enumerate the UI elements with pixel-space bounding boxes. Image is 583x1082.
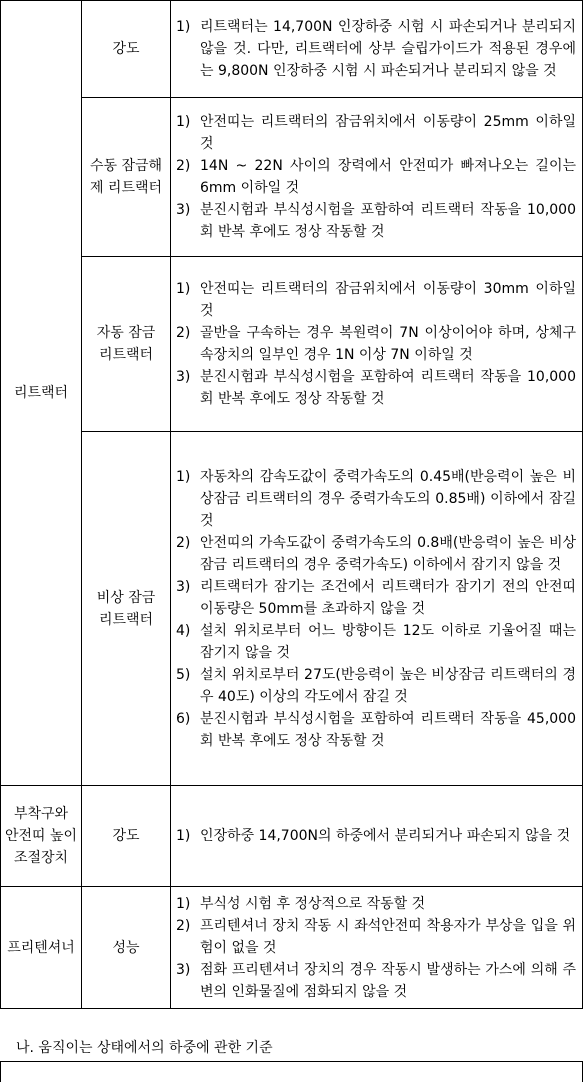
item-text: 안전띠의 가속도값이 중력가속도의 0.8배(반응력이 높은 비상잠금 리트랙터의 경우 중력가속도) 이하에서 잠기지 않을 것: [200, 534, 576, 573]
item-number: 4): [176, 622, 191, 639]
requirement-item: [176, 576, 576, 620]
requirement-item: [176, 915, 576, 959]
item-number: 1): [176, 19, 191, 35]
table-row: [1, 1, 583, 98]
requirement-item: [176, 664, 576, 708]
item-number: 1): [176, 281, 191, 297]
subcategory-strength: 강도: [82, 1, 171, 98]
item-text: 자동차의 감속도값이 중력가속도의 0.45배(반응력이 높은 비상잠금 리트랙터의 경우 중력가속도의 0.85배) 이하에서 잠길 것: [200, 468, 576, 529]
item-text: 점화 프리텐셔너 장치의 경우 작동시 발생하는 가스에 의해 주변의 인화물질에 점화되지 않을 것: [200, 961, 576, 1000]
item-number: 1): [176, 895, 191, 912]
item-text: 리트랙터가 잠기는 조건에서 리트랙터가 잠기기 전의 안전띠 이동량은 50mm를 초과하지 않을 것: [200, 578, 576, 617]
item-number: 1): [176, 114, 191, 130]
requirement-list: [176, 893, 576, 1003]
item-number: 3): [176, 202, 191, 218]
requirement-item: [176, 366, 576, 410]
subcategory-performance: 성능: [82, 887, 171, 1009]
item-text: 안전띠는 리트랙터의 잠금위치에서 이동량이 25mm 이하일 것: [200, 114, 576, 152]
requirement-item: [176, 322, 576, 366]
item-number: 3): [176, 961, 191, 978]
item-text: 프리텐셔너 장치 작동 시 좌석안전띠 착용자가 부상을 입을 위험이 없을 것: [200, 917, 576, 956]
item-text: 안전띠는 리트랙터의 잠금위치에서 이동량이 30mm 이하일 것: [200, 281, 576, 319]
requirement-item: [176, 278, 576, 322]
requirement-list: [176, 825, 576, 847]
requirements-cell: [171, 257, 583, 432]
table-row: [1, 887, 583, 1009]
subcategory-strength: 강도: [82, 786, 171, 887]
table-row: [1, 257, 583, 432]
item-number: 3): [176, 578, 191, 595]
category-pretensioner: 프리텐셔너: [1, 887, 82, 1009]
item-number: 6): [176, 710, 191, 727]
requirements-cell: [171, 786, 583, 887]
item-number: 3): [176, 369, 191, 385]
item-number: 5): [176, 666, 191, 683]
item-number: 2): [176, 158, 191, 174]
requirement-list: [176, 466, 576, 752]
item-text: 인장하중 14,700N의 하중에서 분리되거나 파손되지 않을 것: [200, 828, 571, 844]
item-text: 14N ~ 22N 사이의 장력에서 안전띠가 빠져나오는 길이는 6mm 이하일 것: [200, 158, 576, 196]
item-text: 설치 위치로부터 어느 방향이든 12도 이하로 기울어질 때는 잠기지 않을 것: [200, 622, 576, 661]
requirements-cell: [171, 1, 583, 98]
section-heading: 나. 움직이는 상태에서의 하중에 관한 기준: [16, 1040, 273, 1056]
subcategory-auto-retractor: 자동 잠금 리트랙터: [82, 257, 171, 432]
requirement-list: [176, 278, 576, 410]
item-text: 분진시험과 부식성시험을 포함하여 리트랙터 작동을 10,000회 반복 후에도 정상 작동할 것: [200, 202, 576, 240]
next-table-top: [0, 1061, 583, 1082]
requirements-cell: [171, 887, 583, 1009]
item-number: 1): [176, 468, 191, 485]
item-text: 부식성 시험 후 정상적으로 작동할 것: [200, 895, 426, 912]
table-row: [1, 98, 583, 257]
requirement-list: [176, 111, 576, 243]
requirements-cell: [171, 432, 583, 786]
category-retractor: 리트랙터: [1, 1, 82, 786]
table-row: [1, 432, 583, 786]
requirement-list: [176, 16, 576, 82]
item-number: 2): [176, 325, 191, 341]
item-text: 리트랙터는 14,700N 인장하중 시험 시 파손되거나 분리되지 않을 것. 다만, 리트랙터에 상부 슬립가이드가 적용된 경우에는 9,800N 인장하중 시험 시 파손되거나 분리되지 않을 것: [200, 19, 576, 79]
requirement-item: [176, 959, 576, 1003]
item-text: 분진시험과 부식성시험을 포함하여 리트랙터 작동을 45,000회 반복 후에도 정상 작동할 것: [200, 710, 576, 749]
table-row: [1, 786, 583, 887]
requirement-item: [176, 893, 576, 915]
requirement-item: [176, 825, 576, 847]
requirement-item: [176, 199, 576, 243]
subcategory-emergency-retractor: 비상 잠금 리트랙터: [82, 432, 171, 786]
item-number: 2): [176, 917, 191, 934]
requirement-item: [176, 111, 576, 155]
item-number: 2): [176, 534, 191, 551]
item-text: 분진시험과 부식성시험을 포함하여 리트랙터 작동을 10,000회 반복 후에도 정상 작동할 것: [200, 369, 576, 407]
item-text: 설치 위치로부터 27도(반응력이 높은 비상잠금 리트랙터의 경우 40도) 이상의 각도에서 잠길 것: [200, 666, 576, 705]
requirement-item: [176, 155, 576, 199]
requirement-item: [176, 466, 576, 532]
requirement-item: [176, 16, 576, 82]
requirements-cell: [171, 98, 583, 257]
item-text: 골반을 구속하는 경우 복원력이 7N 이상이어야 하며, 상체구속장치의 일부인 경우 1N 이상 7N 이하일 것: [200, 325, 576, 363]
subcategory-manual-retractor: 수동 잠금해제 리트랙터: [82, 98, 171, 257]
requirement-item: [176, 620, 576, 664]
item-number: 1): [176, 828, 191, 844]
category-height-adjuster: 부착구와 안전띠 높이 조절장치: [1, 786, 82, 887]
requirement-item: [176, 708, 576, 752]
requirement-item: [176, 532, 576, 576]
